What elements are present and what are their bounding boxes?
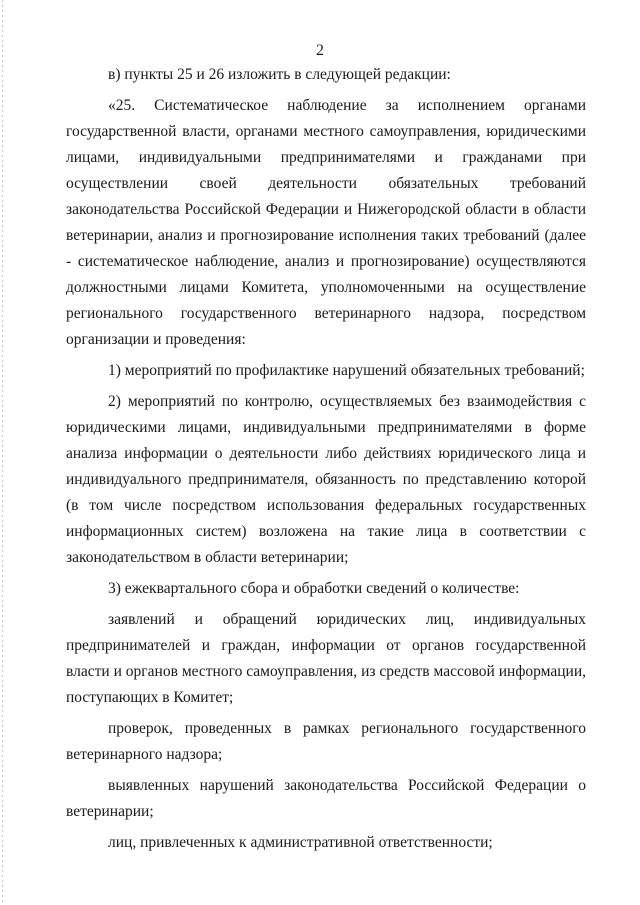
paragraph-subitem-1: 1) мероприятий по профилактике нарушений обязательных требований;: [108, 362, 585, 379]
paragraph-statements: заявлений и обращений юридических лиц, индивидуальных предпринимателей и граждан, информации от органов государственной власти и органов местного самоуправления, из средств массовой информации, поступающих в Комитет;: [66, 611, 586, 706]
page-number: 2: [316, 42, 324, 59]
scan-edge-line: [2, 0, 3, 905]
paragraph-subitem-2: 2) мероприятий по контролю, осуществляемых без взаимодействия с юридическими лицами, индивидуальными предпринимателями в форме анализа информации о деятельности либо действиях юридического лица и индивидуального предпринимателя, обязанность по представлению которой (в том числе посредством использования федеральных государственных информационных систем) возложена на такие лица в соответствии с законодательством в области ветеринарии;: [66, 393, 586, 566]
paragraph-intro: в) пункты 25 и 26 изложить в следующей редакции:: [108, 66, 451, 83]
paragraph-liable-persons: лиц, привлеченных к административной ответственности;: [108, 834, 493, 851]
paragraph-inspections: проверок, проведенных в рамках регионального государственного ветеринарного надзора;: [66, 720, 586, 763]
paragraph-violations: выявленных нарушений законодательства Российской Федерации о ветеринарии;: [66, 777, 586, 820]
paragraph-subitem-3: 3) ежеквартального сбора и обработки сведений о количестве:: [108, 580, 520, 597]
paragraph-item-25: «25. Систематическое наблюдение за исполнением органами государственной власти, органами местного самоуправления, юридическими лицами, индивидуальными предпринимателями и гражданами при осуществлении своей деятельности обязательных требований законодательства Российской Федерации и Нижегородской области в области ветеринарии, анализ и прогнозирование исполнения таких требований (далее - систематическое наблюдение, анализ и прогнозирование) осуществляются должностными лицами Комитета, уполномоченными на осуществление регионального государственного ветеринарного надзора, посредством организации и проведения:: [66, 97, 586, 348]
document-body: [66, 62, 586, 856]
